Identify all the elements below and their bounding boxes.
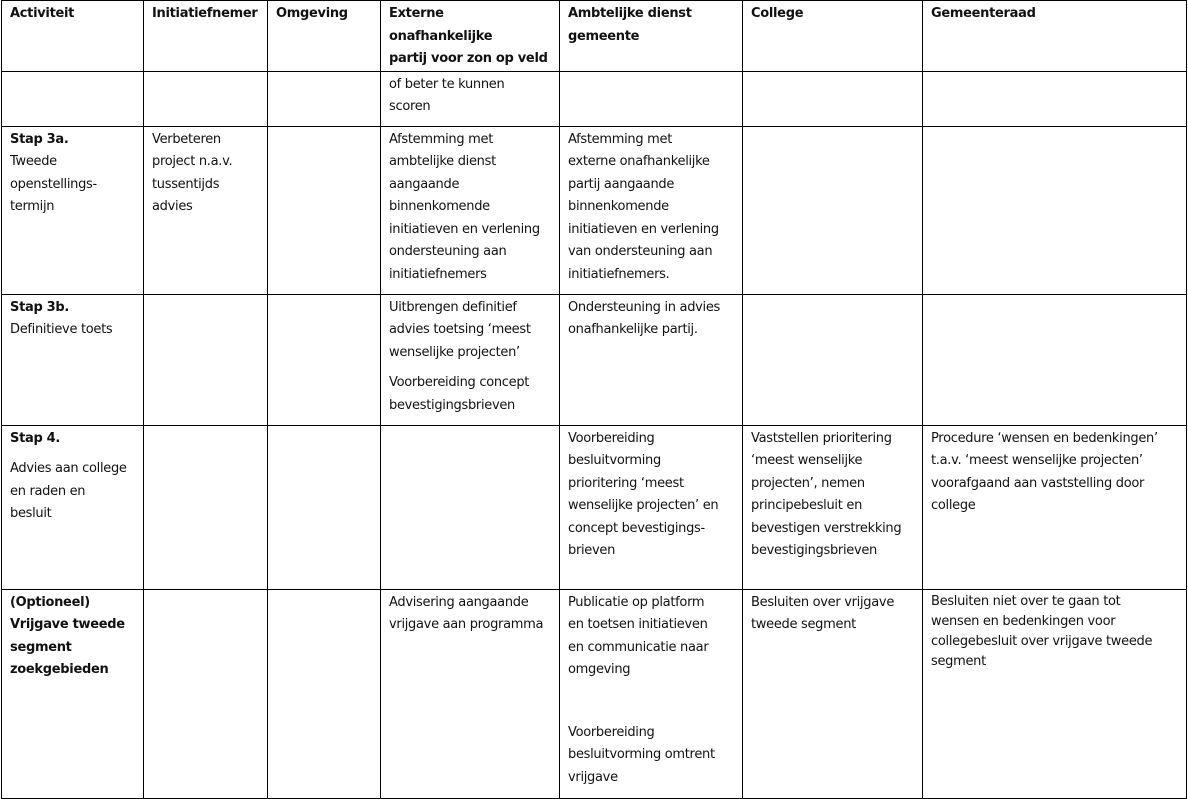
cell-externe-partij [381, 71, 560, 126]
cell-text: Verbeteren project n.a.v. tussentijds advies [152, 131, 233, 214]
cell-ambtelijke-dienst [560, 589, 743, 798]
cell-omgeving [268, 589, 381, 798]
cell-text: Afstemming met externe onafhankelijke partij aangaande binnenkomende initiatieven en verlening van ondersteuning aan initiatiefnemers. [568, 131, 719, 282]
header-ambtelijke-dienst [560, 1, 743, 72]
table-row [2, 589, 1187, 798]
cell-activiteit [2, 126, 144, 294]
cell-gemeenteraad [923, 71, 1187, 126]
cell-activiteit [2, 425, 144, 589]
cell-initiatiefnemer [144, 294, 268, 425]
cell-text: Ondersteuning in advies onafhankelijke partij. [568, 299, 721, 337]
cell-college [743, 425, 923, 589]
cell-text: Afstemming met ambtelijke dienst aangaande binnenkomende initiatieven en verlening ondersteuning aan initiatiefnemers [389, 131, 540, 282]
cell-text: Procedure ‘wensen en bedenkingen’ t.a.v. ‘meest wenselijke projecten’ voorafgaand aan vaststelling door college [931, 430, 1158, 513]
cell-ambtelijke-dienst [560, 71, 743, 126]
cell-initiatiefnemer [144, 126, 268, 294]
cell-text: Stap 3a. [10, 131, 69, 147]
table-row [2, 126, 1187, 294]
header-college [743, 1, 923, 72]
cell-text: Voorbereiding concept bevestigingsbrieven [389, 375, 530, 413]
header-initiatiefnemer [144, 1, 268, 72]
cell-externe-partij [381, 589, 560, 798]
header-externe-partij [381, 1, 560, 72]
header-label: Externe onafhankelijke partij voor zon op veld [389, 6, 548, 66]
cell-activiteit [2, 589, 144, 798]
cell-text: Uitbrengen definitief advies toetsing ‘meest wenselijke projecten’ [389, 299, 531, 360]
header-label: College [751, 6, 804, 21]
cell-activiteit [2, 294, 144, 425]
table-row [2, 425, 1187, 589]
cell-gemeenteraad [923, 589, 1187, 798]
cell-activiteit [2, 71, 144, 126]
cell-text: of beter te kunnen scoren [389, 76, 505, 114]
cell-omgeving [268, 71, 381, 126]
header-omgeving [268, 1, 381, 72]
cell-ambtelijke-dienst [560, 425, 743, 589]
cell-text: Advies aan college en raden en besluit [10, 461, 127, 521]
cell-text: Stap 4. [10, 430, 61, 446]
header-label: Initiatiefnemer [152, 6, 258, 21]
cell-college [743, 126, 923, 294]
cell-text: Advisering aangaande vrijgave aan programma [389, 594, 544, 632]
table-row [2, 294, 1187, 425]
cell-text: Definitieve toets [10, 322, 113, 337]
cell-text: Besluiten niet over te gaan tot wensen en bedenkingen voor collegebesluit over vrijgave tweede segment [931, 593, 1153, 669]
cell-gemeenteraad [923, 126, 1187, 294]
cell-initiatiefnemer [144, 589, 268, 798]
cell-externe-partij [381, 294, 560, 425]
header-label: Omgeving [276, 6, 348, 21]
cell-initiatiefnemer [144, 425, 268, 589]
cell-text: Voorbereiding besluitvorming omtrent vrijgave [568, 724, 715, 785]
cell-college [743, 71, 923, 126]
cell-externe-partij [381, 425, 560, 589]
cell-ambtelijke-dienst [560, 126, 743, 294]
header-label: Activiteit [10, 6, 75, 21]
cell-text: (Optioneel) Vrijgave tweede segment zoekgebieden [10, 594, 125, 677]
cell-gemeenteraad [923, 294, 1187, 425]
cell-ambtelijke-dienst [560, 294, 743, 425]
header-gemeenteraad [923, 1, 1187, 72]
cell-college [743, 294, 923, 425]
cell-omgeving [268, 425, 381, 589]
cell-gemeenteraad [923, 425, 1187, 589]
cell-text: Tweede openstellings- termijn [10, 154, 97, 214]
cell-initiatiefnemer [144, 71, 268, 126]
header-activiteit [2, 1, 144, 72]
cell-text: Vaststellen prioritering ‘meest wenselijke projecten’, nemen principebesluit en bevestigen verstrekking bevestigingsbrieven [751, 430, 902, 558]
header-row [2, 1, 1187, 72]
header-label: Gemeenteraad [931, 6, 1036, 21]
cell-text: Besluiten over vrijgave tweede segment [751, 594, 895, 632]
cell-text: Publicatie op platform en toetsen initiatieven en communicatie naar omgeving [568, 594, 709, 677]
header-label: Ambtelijke dienst gemeente [568, 6, 692, 44]
cell-omgeving [268, 126, 381, 294]
cell-text: Stap 3b. [10, 299, 70, 315]
table-row [2, 71, 1187, 126]
cell-externe-partij [381, 126, 560, 294]
activities-table [1, 0, 1187, 799]
cell-text: Voorbereiding besluitvorming prioritering ‘meest wenselijke projecten’ en concept bevestigings- brieven [568, 430, 719, 558]
cell-omgeving [268, 294, 381, 425]
cell-college [743, 589, 923, 798]
